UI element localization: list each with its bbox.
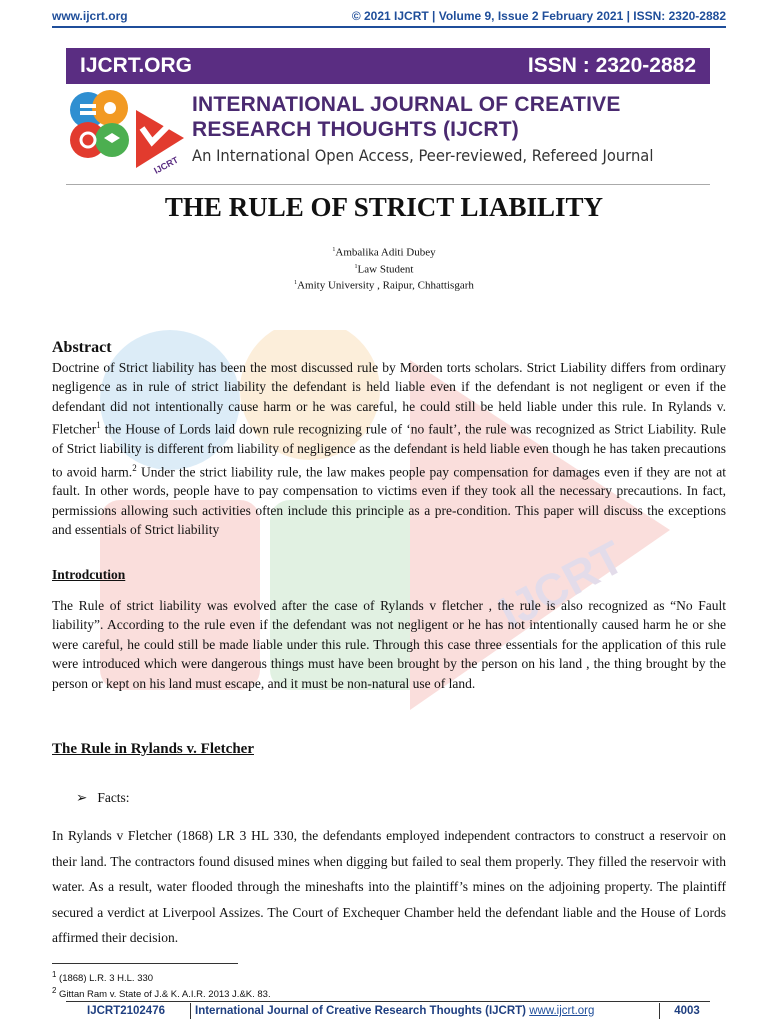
page-number: 4003	[674, 1005, 700, 1017]
running-header	[52, 6, 726, 28]
paper-code: IJCRT2102476	[87, 1005, 165, 1017]
introduction-body: The Rule of strict liability was evolved after the case of Rylands v fletcher , the rule is also recognized as “No Fault liability”. According to the rule even if the defendant was not negligent or he has not intentionally caused harm he or she were careful, he could still be made liable under this rule. Through this case three essentials for the application of this rule were introduced which were dangerous things must have been brought by the person on his land , the thing brought by the person or kept on his land must escape, and it must be non-natural use of land.	[52, 598, 726, 691]
abstract-heading: Abstract	[52, 339, 112, 356]
banner-site: IJCRT.ORG	[80, 54, 193, 77]
author-name: Ambalika Aditi Dubey	[335, 246, 436, 259]
journal-banner	[66, 48, 710, 84]
watermark-lettering: IJCRT	[490, 530, 633, 639]
author-role: Law Student	[357, 263, 414, 276]
header-divider	[66, 184, 710, 185]
footnote-ref-2[interactable]: 2	[132, 462, 137, 473]
footer-journal: International Journal of Creative Research Thoughts (IJCRT) www.ijcrt.org	[195, 1005, 595, 1017]
introduction-heading: Introdcution	[52, 567, 126, 582]
page-footer	[66, 1003, 710, 1019]
paper-title: THE RULE OF STRICT LIABILITY	[164, 192, 604, 222]
footnote-ref-1[interactable]: 1	[96, 420, 101, 431]
footer-divider	[66, 1001, 710, 1002]
footnote-2: $^2$ Gittan Ram v. State of J.& K. A.I.R. 2013 J.&K. 83.	[52, 986, 271, 1001]
rylands-body: In Rylands v Fletcher (1868) LR 3 HL 330, the defendants employed independent contractors to construct a reservoir on their land. The contractors found disused mines when digging but failed to seal them properly. They filled the reservoir with water. As a result, water flooded through the mineshafts into the plaintiff’s mines on the adjoining property. The plaintiff secured a verdict at Liverpool Assizes. The Court of Exchequer Chamber held the defendant liable and the House of Lords affirmed their decision.	[52, 828, 726, 945]
author-affiliation: Amity University , Raipur, Chhattisgarh	[297, 279, 474, 292]
author-block: $^1$Ambalika Aditi Dubey $^1$Law Student $^1$Amity University , Raipur, Chhattisgarh	[294, 246, 474, 292]
arrow-bullet-icon: ➢	[76, 790, 88, 805]
abstract-body: Doctrine of Strict liability has been the most discussed rule by Morden torts scholars. Strict Liability differs from ordinary negligence as in rule of strict liability the defendant is held liable even if the defendant is not negligent or even if the defendant did not intentionally cause harm or he was careful, he could still be held liable under this rule. In Rylands v. Fletcher$^1$ the House of Lords laid down rule recognizing rule of ‘no fault’, the rule was recognized as Strict Liability. Rule of Strict liability is different from liability of negligence as the defendant is held liable even though he has taken precautions to avoid harm.$^2$ Under the strict liability rule, the law makes people pay compensation for damages even if they are not at fault. In other words, people have to pay compensation to victims even if they took all the necessary precautions. In fact, permissions allowing such activities often include this principle as a pre-condition. This paper will discuss the exceptions and essentials of Strict liability	[52, 360, 727, 538]
journal-title-line1: INTERNATIONAL JOURNAL OF CREATIVE	[192, 93, 621, 116]
journal-subtitle: An International Open Access, Peer-reviewed, Refereed Journal	[192, 146, 654, 165]
website-link[interactable]: www.ijcrt.org	[52, 9, 128, 23]
journal-title	[192, 92, 712, 142]
rylands-heading: The Rule in Rylands v. Fletcher	[52, 741, 254, 757]
author-mark: 1	[332, 247, 336, 253]
footnote-1: $^1$ (1868) L.R. 3 H.L. 330	[52, 970, 154, 985]
journal-title-line2: RESEARCH THOUGHTS (IJCRT)	[192, 118, 520, 141]
logo-lettering: IJCRT	[152, 154, 180, 176]
facts-bullet: ➢ Facts:	[76, 790, 130, 805]
ijcrt-logo-icon	[66, 88, 188, 180]
footer-link[interactable]: www.ijcrt.org	[529, 1005, 595, 1017]
banner-issn: ISSN : 2320-2882	[527, 54, 696, 77]
issue-info: © 2021 IJCRT | Volume 9, Issue 2 February 2021 | ISSN: 2320-2882	[351, 9, 726, 23]
footnote-divider	[52, 963, 238, 964]
